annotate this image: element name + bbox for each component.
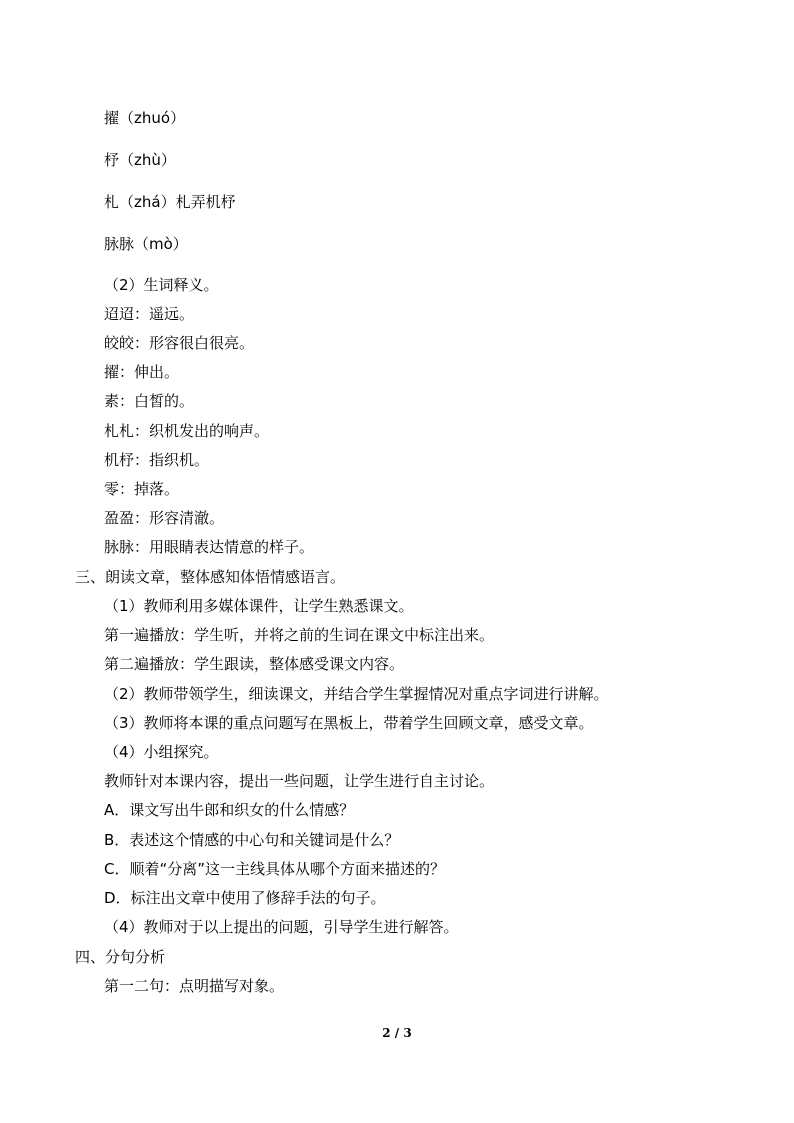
- question-item: B．表述这个情感的中心句和关键词是什么？: [104, 831, 400, 849]
- glossary-item: 擢：伸出。: [104, 363, 180, 381]
- step-text: 第一遍播放：学生听，并将之前的生词在课文中标注出来。: [104, 626, 495, 644]
- step-text: 教师针对本课内容，提出一些问题，让学生进行自主讨论。: [104, 772, 495, 790]
- step-text: （4）教师对于以上提出的问题，引导学生进行解答。: [104, 918, 459, 936]
- pinyin-entry: 擢（zhuó）: [104, 109, 186, 127]
- question-item: D．标注出文章中使用了修辞手法的句子。: [104, 889, 386, 907]
- question-item: C．顺着“分离”这一主线具体从哪个方面来描述的？: [104, 860, 446, 878]
- question-item: A．课文写出牛郎和织女的什么情感？: [104, 801, 355, 819]
- glossary-item: 盈盈：形容清澈。: [104, 509, 225, 527]
- section-heading: 三、朗读文章，整体感知体悟情感语言。: [75, 568, 346, 586]
- page-number: 2 / 3: [382, 1026, 412, 1040]
- pinyin-entry: 杼（zhù）: [104, 151, 176, 169]
- glossary-item: 零：掉落。: [104, 480, 180, 498]
- step-text: （2）教师带领学生，细读课文，并结合学生掌握情况对重点字词进行讲解。: [104, 685, 609, 703]
- glossary-heading: （2）生词释义。: [104, 276, 219, 294]
- glossary-item: 札札：织机发出的响声。: [104, 422, 270, 440]
- step-text: （1）教师利用多媒体课件，让学生熟悉课文。: [104, 597, 414, 615]
- glossary-item: 脉脉：用眼睛表达情意的样子。: [104, 538, 315, 556]
- step-text: 第二遍播放：学生跟读，整体感受课文内容。: [104, 655, 405, 673]
- step-text: （4）小组探究。: [104, 743, 219, 761]
- step-text: 第一二句：点明描写对象。: [104, 977, 285, 995]
- pinyin-entry: 札（zhá）札弄机杼: [104, 193, 236, 211]
- section-heading: 四、分句分析: [75, 948, 166, 966]
- step-text: （3）教师将本课的重点问题写在黑板上，带着学生回顾文章，感受文章。: [104, 714, 594, 732]
- glossary-item: 机杼：指织机。: [104, 451, 210, 469]
- pinyin-entry: 脉脉（mò）: [104, 235, 188, 253]
- glossary-item: 皎皎：形容很白很亮。: [104, 334, 255, 352]
- glossary-item: 迢迢：遥远。: [104, 305, 195, 323]
- glossary-item: 素：白皙的。: [104, 392, 195, 410]
